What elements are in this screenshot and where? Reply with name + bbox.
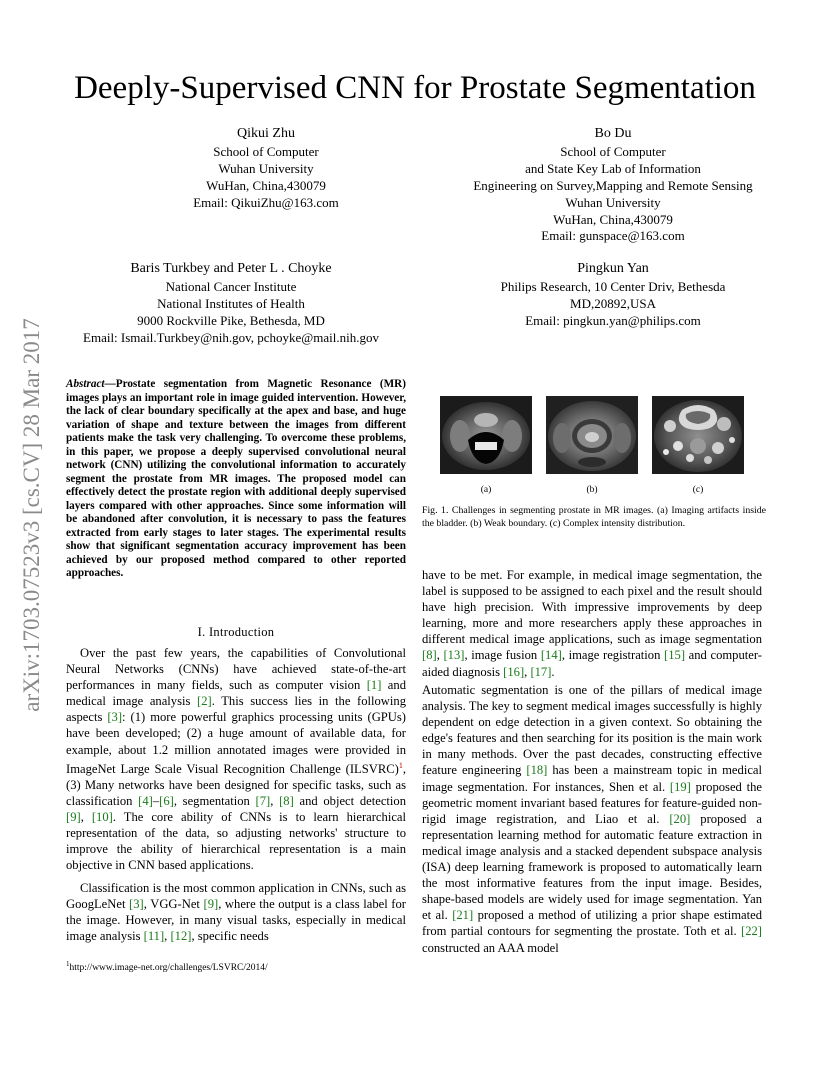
mr-image-panel-c (652, 396, 744, 474)
paragraph-text: Automatic segmentation is one of the pillars of medical image analysis. The key to segment medical images successfully is highly dependent on edge detection in a given context. So obtaining the edge's features and then searching for its position is the main work in many methods. Over the past decades, constructing effective feature engineering (422, 683, 762, 778)
citation-link[interactable]: [17] (530, 664, 552, 679)
citation-link[interactable]: [1] (366, 678, 382, 693)
author-name: Baris Turkbey and Peter L . Choyke (130, 261, 332, 276)
intro-paragraph-2 (66, 880, 406, 944)
intro-paragraph-4 (422, 682, 762, 956)
paragraph-text: proposed the geometric moment invariant based features for feature-guided non-rigid image registration, and Liao et al. (422, 779, 762, 826)
paragraph-text: proposed a representation learning method for automatic feature extraction in medical image analysis and a stacked dependent subspace analysis (ISA) deep learning framework is proposed to automatically learn the most informative features from the input image. Besides, shape-based models are widely used for image segmentation. Yan et al. (422, 811, 762, 923)
mr-scan-a-image (440, 396, 532, 474)
paragraph-text: : (1) more powerful graphics processing units (GPUs) have been developed; (2) a huge amount of available data, for example, about 1.2 million annotated images were provided in ImageNet Large Scale Visual Recognition Challenge (ILSVRC) (66, 710, 407, 776)
paragraph-text: has been a mainstream topic in medical image segmentation. For instances, Shen et al. (422, 763, 762, 794)
author-affiliation-line: 9000 Rockville Pike, Bethesda, MD (137, 312, 325, 328)
author-name: Bo Du (594, 126, 632, 141)
paragraph-text: , (164, 929, 171, 944)
author-affiliation-line: National Cancer Institute (165, 278, 297, 294)
citation-link[interactable]: [14] (540, 648, 562, 663)
author-name: Pingkun Yan (577, 261, 649, 276)
author-block-du (448, 126, 778, 245)
citation-link[interactable]: [8] (422, 648, 437, 663)
author-affiliation-line: Engineering on Survey,Mapping and Remote Sensing (473, 177, 753, 193)
footnote-ref-link[interactable]: 1 (398, 760, 403, 770)
citation-link[interactable]: [4] (138, 794, 153, 809)
citation-link[interactable]: [22] (741, 924, 762, 939)
citation-link[interactable]: [8] (279, 794, 294, 809)
abstract (66, 378, 406, 581)
arxiv-identifier: arXiv:1703.07523v3 [cs.CV] 28 Mar 2017 (19, 318, 44, 712)
author-affiliation-line: WuHan, China,430079 (206, 177, 326, 193)
paragraph-text: and computer-aided diagnosis (422, 648, 762, 679)
author-affiliation-line: and State Key Lab of Information (525, 160, 701, 176)
author-email: Email: pingkun.yan@philips.com (525, 312, 701, 328)
author-block-yan (448, 261, 778, 330)
paragraph-text: Classification is the most common application in CNNs, such as GoogLeNet (66, 881, 406, 912)
paragraph-text: , (3) Many networks have been designed for specific tasks, such as classification (66, 761, 406, 809)
citation-link[interactable]: [3] (129, 897, 144, 912)
intro-paragraph-1 (66, 645, 406, 874)
author-affiliation-line: WuHan, China,430079 (553, 211, 673, 227)
paragraph-text: , specific needs (191, 929, 269, 944)
paragraph-text: and object detection (293, 794, 407, 809)
footnote (66, 958, 406, 974)
author-block-turkbey-choyke (56, 261, 406, 347)
citation-link[interactable]: [11] (143, 929, 165, 944)
author-email: Email: QikuiZhu@163.com (193, 194, 339, 210)
author-affiliation-line: MD,20892,USA (570, 295, 656, 311)
panel-label-b: (b) (586, 485, 598, 495)
paragraph-text: , (524, 664, 531, 679)
paragraph-text: , (80, 810, 92, 825)
paragraph-text: constructed an AAA model (422, 940, 559, 955)
author-affiliation-line: School of Computer (213, 143, 319, 159)
author-block-zhu (141, 126, 391, 212)
paragraph-text: and medical image analysis (66, 678, 406, 709)
paragraph-text: , (436, 648, 444, 663)
arxiv-sidebar (12, 270, 52, 760)
author-affiliation-line: Wuhan University (565, 194, 661, 210)
paragraph-text: . This success lies in the following aspects (66, 694, 406, 725)
mr-scan-c-image (652, 396, 744, 474)
author-name: Qikui Zhu (237, 126, 295, 141)
citation-link[interactable]: [21] (452, 908, 474, 923)
paragraph-text: . The core ability of CNNs is to learn hierarchical representation of the data, so adjusting networks' structure to improve the ability of hierarchical representation is a main objective in CNN based applications. (66, 810, 406, 873)
paragraph-text: , image registration (561, 648, 665, 663)
footnote-mark: 1 (66, 960, 70, 968)
paragraph-text: have to be met. For example, in medical image segmentation, the label is supposed to be assigned to each pixel and the result should have high precision. With impressive improvements by deep learning, more and more researchers apply these approaches in different medical image applications, such as image segmentation (422, 568, 762, 647)
intro-paragraph-3 (422, 567, 762, 680)
citation-link[interactable]: [12] (170, 929, 192, 944)
author-affiliation-line: Philips Research, 10 Center Driv, Bethesda (500, 278, 726, 294)
section-heading-introduction: I. Introduction (197, 625, 275, 639)
citation-link[interactable]: [16] (503, 664, 525, 679)
citation-link[interactable]: [10] (91, 810, 113, 825)
paragraph-text: , VGG-Net (143, 897, 204, 912)
author-affiliation-line: Wuhan University (218, 160, 314, 176)
author-email: Email: Ismail.Turkbey@nih.gov, pchoyke@mail.nih.gov (83, 329, 379, 345)
figure-caption: Fig. 1. Challenges in segmenting prostate in MR images. (a) Imaging artifacts inside the bladder. (b) Weak boundary. (c) Complex intensity distribution. (422, 505, 766, 529)
paragraph-text: , image fusion (464, 648, 541, 663)
author-affiliation-line: National Institutes of Health (157, 295, 305, 311)
paragraph-text: – (152, 794, 160, 809)
paragraph-text: , where the output is a class label for the image. However, in many visual tasks, especially in medical image analysis (66, 897, 406, 944)
paragraph-text: Over the past few years, the capabilities of Convolutional Neural Networks (CNNs) have achieved state-of-the-art performances in many fields, such as computer vision (66, 646, 406, 693)
paper-title: Deeply-Supervised CNN for Prostate Segmentation (74, 70, 756, 106)
citation-link[interactable]: [2] (197, 694, 212, 709)
citation-link[interactable]: [20] (669, 811, 691, 826)
paragraph-text: , segmentation (173, 794, 256, 809)
citation-link[interactable]: [13] (443, 648, 465, 663)
citation-link[interactable]: [19] (669, 779, 691, 794)
panel-label-c: (c) (692, 485, 704, 495)
mr-image-panel-b (546, 396, 638, 474)
author-affiliation-line: School of Computer (560, 143, 666, 159)
paragraph-text: proposed a method of utilizing a prior shape estimated from partial contours for segmenting the prostate. Toth et al. (422, 908, 763, 939)
citation-link[interactable]: [3] (107, 710, 123, 725)
panel-label-a: (a) (480, 485, 492, 495)
author-email: Email: gunspace@163.com (541, 228, 685, 244)
paragraph-text: . (551, 664, 555, 679)
citation-link[interactable]: [15] (664, 648, 686, 663)
citation-link[interactable]: [9] (66, 810, 81, 825)
paragraph-text: , (270, 794, 280, 809)
mr-scan-b-image (546, 396, 638, 474)
footnote-url-link[interactable]: http://www.image-net.org/challenges/LSVRC/2014/ (69, 963, 268, 974)
citation-link[interactable]: [7] (255, 794, 271, 809)
mr-image-panel-a (440, 396, 532, 474)
citation-link[interactable]: [18] (526, 763, 548, 778)
abstract-lead: Abstract (66, 378, 105, 390)
citation-link[interactable]: [9] (203, 897, 219, 912)
citation-link[interactable]: [6] (159, 794, 174, 809)
abstract-text: —Prostate segmentation from Magnetic Resonance (MR) images plays an important role in image guided intervention. However, the lack of clear boundary specifically at the apex and base, and huge variation of shape and texture between the images from different patients make the task very challenging. To overcome these problems, in this paper, we propose a deeply supervised convolutional neural network (CNN) utilizing the convolutional information to accurately segment the prostate from MR images. The proposed model can effectively detect the prostate region with additional deeply supervised layers compared with other approaches. Since some information will be abandoned after convolution, it is necessary to pass the features extracted from early stages to later stages. The experimental results show that significant segmentation accuracy improvement has been achieved by our proposed method compared to other reported approaches. (66, 378, 406, 579)
